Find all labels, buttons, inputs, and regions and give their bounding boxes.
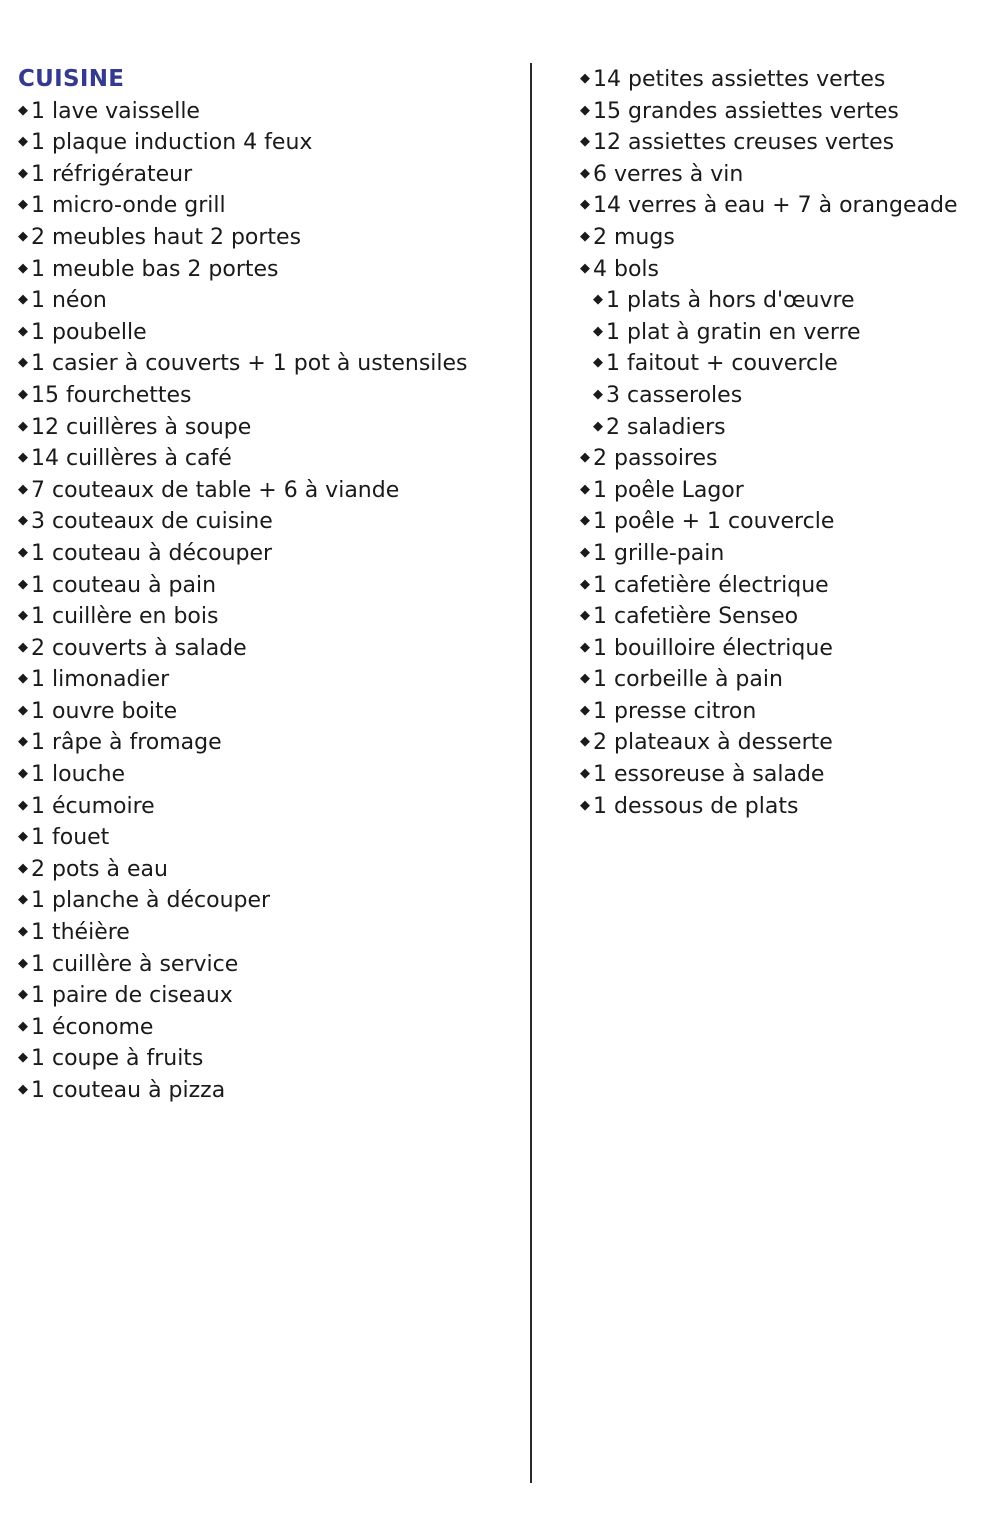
- list-item: [18, 348, 518, 380]
- list-item-text: 2 passoires: [593, 446, 718, 472]
- list-item-text: 6 verres à vin: [593, 161, 744, 187]
- list-item: [18, 949, 518, 981]
- list-item-text: 1 coupe à fruits: [31, 1046, 204, 1072]
- list-item: [580, 791, 980, 823]
- list-item: [580, 412, 980, 444]
- list-item: [18, 222, 518, 254]
- bullet-icon: ◆: [18, 228, 28, 244]
- bullet-icon: ◆: [580, 544, 590, 560]
- bullet-icon: ◆: [580, 71, 590, 86]
- list-item-text: 14 petites assiettes vertes: [593, 67, 886, 92]
- bullet-icon: ◆: [580, 102, 590, 118]
- list-item: [580, 190, 980, 222]
- list-item: [580, 570, 980, 602]
- list-item-text: 1 essoreuse à salade: [593, 762, 825, 788]
- bullet-icon: ◆: [18, 102, 28, 118]
- list-item-text: 1 cafetière électrique: [593, 572, 829, 598]
- list-item-text: 15 grandes assiettes vertes: [593, 98, 899, 124]
- list-item-text: 2 mugs: [593, 224, 675, 250]
- bullet-icon: ◆: [18, 860, 28, 876]
- list-item-text: 1 poêle + 1 couvercle: [593, 509, 835, 535]
- list-item-text: 1 couteau à pain: [31, 572, 217, 598]
- list-item-text: 1 cuillère en bois: [31, 604, 219, 630]
- list-item-text: 2 plateaux à desserte: [593, 730, 833, 756]
- list-item-text: 1 micro-onde grill: [31, 193, 226, 219]
- bullet-icon: ◆: [18, 797, 28, 813]
- list-item-text: 1 casier à couverts + 1 pot à ustensiles: [31, 351, 468, 377]
- left-column-list: [18, 64, 518, 1107]
- bullet-icon: ◆: [18, 829, 28, 845]
- bullet-icon: ◆: [18, 671, 28, 687]
- column-divider: [530, 63, 532, 1483]
- bullet-icon: ◆: [580, 260, 590, 276]
- list-item-text: 2 meubles haut 2 portes: [31, 224, 302, 250]
- list-item-text: 1 plats à hors d'œuvre: [606, 288, 855, 314]
- list-item-text: 1 paire de ciseaux: [31, 983, 233, 1009]
- list-item-text: 4 bols: [593, 256, 659, 282]
- list-item: [580, 348, 980, 380]
- list-item: [580, 633, 980, 665]
- list-item: [580, 254, 980, 286]
- bullet-icon: ◆: [18, 987, 28, 1003]
- bullet-icon: ◆: [18, 260, 28, 276]
- list-item-text: 1 théière: [31, 920, 130, 946]
- list-item-text: 1 limonadier: [31, 667, 170, 693]
- list-item-text: 1 faitout + couvercle: [606, 351, 838, 377]
- list-item: [18, 412, 518, 444]
- bullet-icon: ◆: [580, 513, 590, 529]
- bullet-icon: ◆: [18, 924, 28, 940]
- list-item: [18, 127, 518, 159]
- list-item: [18, 727, 518, 759]
- bullet-icon: ◆: [18, 134, 28, 150]
- list-item-text: 12 assiettes creuses vertes: [593, 130, 895, 156]
- list-item: [580, 159, 980, 191]
- bullet-icon: ◆: [18, 1082, 28, 1097]
- bullet-icon: ◆: [18, 766, 28, 782]
- list-item-text: 1 fouet: [31, 825, 110, 851]
- list-item-text: 1 presse citron: [593, 698, 757, 724]
- bullet-icon: ◆: [18, 576, 28, 592]
- list-item-text: 1 dessous de plats: [593, 793, 799, 819]
- list-item: [18, 696, 518, 728]
- list-item: [580, 443, 980, 475]
- list-item: [580, 538, 980, 570]
- list-item: [18, 1043, 518, 1075]
- list-item-text: 14 cuillères à café: [31, 446, 232, 472]
- bullet-icon: ◆: [580, 734, 590, 750]
- bullet-icon: ◆: [18, 197, 28, 213]
- list-item: [580, 64, 980, 96]
- list-item: [18, 601, 518, 633]
- list-item-text: 1 louche: [31, 762, 126, 788]
- bullet-icon: ◆: [580, 197, 590, 213]
- bullet-icon: ◆: [18, 513, 28, 529]
- bullet-icon: ◆: [18, 355, 28, 371]
- list-item-text: 2 couverts à salade: [31, 635, 247, 661]
- bullet-icon: ◆: [580, 165, 590, 181]
- list-item-text: 1 ouvre boite: [31, 698, 178, 724]
- list-item-text: 1 cuillère à service: [31, 951, 239, 977]
- list-item-text: 12 cuillères à soupe: [31, 414, 252, 440]
- list-item: [580, 759, 980, 791]
- list-item-text: 3 casseroles: [606, 382, 743, 408]
- list-item-text: 3 couteaux de cuisine: [31, 509, 273, 535]
- list-item: [580, 696, 980, 728]
- list-item-text: 1 néon: [31, 288, 107, 314]
- bullet-icon: ◆: [593, 386, 603, 402]
- bullet-icon: ◆: [18, 386, 28, 402]
- bullet-icon: ◆: [580, 576, 590, 592]
- bullet-icon: ◆: [18, 892, 28, 908]
- list-item-text: 1 poêle Lagor: [593, 477, 744, 503]
- list-item-text: 1 écumoire: [31, 793, 155, 819]
- list-item: [580, 127, 980, 159]
- list-item: [18, 791, 518, 823]
- list-item-text: 1 couteau à découper: [31, 540, 273, 566]
- list-item: [18, 506, 518, 538]
- list-item-text: 14 verres à eau + 7 à orangeade: [593, 193, 958, 219]
- list-item-text: 1 bouilloire électrique: [593, 635, 833, 661]
- bullet-icon: ◆: [18, 418, 28, 434]
- list-item: [18, 1012, 518, 1044]
- list-item-text: 1 meuble bas 2 portes: [31, 256, 279, 282]
- list-item: [18, 96, 518, 128]
- list-item-text: 15 fourchettes: [31, 382, 192, 408]
- bullet-icon: ◆: [18, 450, 28, 466]
- list-item-text: 1 plat à gratin en verre: [606, 319, 861, 345]
- list-item: [18, 475, 518, 507]
- bullet-icon: ◆: [18, 955, 28, 971]
- list-item: [18, 633, 518, 665]
- bullet-icon: ◆: [593, 418, 603, 434]
- list-item: [580, 317, 980, 349]
- bullet-icon: ◆: [580, 481, 590, 497]
- bullet-icon: ◆: [593, 292, 603, 308]
- list-item: [18, 285, 518, 317]
- bullet-icon: ◆: [18, 1018, 28, 1034]
- list-item-text: 1 poubelle: [31, 319, 147, 345]
- list-item: [18, 443, 518, 475]
- list-item: [18, 190, 518, 222]
- bullet-icon: ◆: [18, 323, 28, 339]
- bullet-icon: ◆: [18, 292, 28, 308]
- bullet-icon: ◆: [18, 639, 28, 655]
- list-item: [18, 885, 518, 917]
- list-item: [18, 917, 518, 949]
- list-item: [18, 380, 518, 412]
- bullet-icon: ◆: [580, 671, 590, 687]
- bullet-icon: ◆: [18, 544, 28, 560]
- bullet-icon: ◆: [580, 450, 590, 466]
- list-item-text: 1 couteau à pizza: [31, 1078, 226, 1103]
- list-item-text: 1 planche à découper: [31, 888, 271, 914]
- list-item-text: 2 saladiers: [606, 414, 726, 440]
- right-column-list: [580, 64, 980, 822]
- bullet-icon: ◆: [580, 134, 590, 150]
- bullet-icon: ◆: [580, 702, 590, 718]
- bullet-icon: ◆: [18, 481, 28, 497]
- list-item: [18, 854, 518, 886]
- list-item-text: 1 plaque induction 4 feux: [31, 130, 313, 156]
- section-heading: CUISINE: [18, 66, 125, 92]
- list-item-text: 1 économe: [31, 1014, 154, 1040]
- bullet-icon: ◆: [18, 165, 28, 181]
- list-item: [580, 601, 980, 633]
- list-item: [18, 980, 518, 1012]
- list-item: [580, 380, 980, 412]
- list-item: [580, 475, 980, 507]
- list-item: [18, 538, 518, 570]
- list-item-text: 1 corbeille à pain: [593, 667, 783, 693]
- list-item: [18, 570, 518, 602]
- list-item: [18, 822, 518, 854]
- list-item-text: 1 réfrigérateur: [31, 161, 193, 187]
- list-item: [18, 759, 518, 791]
- list-item-text: 1 cafetière Senseo: [593, 604, 799, 630]
- bullet-icon: ◆: [593, 355, 603, 371]
- list-item: [580, 96, 980, 128]
- list-item: [580, 506, 980, 538]
- list-item: [580, 727, 980, 759]
- list-item: [18, 254, 518, 286]
- list-item-text: 7 couteaux de table + 6 à viande: [31, 477, 400, 503]
- list-item: [18, 159, 518, 191]
- list-item-text: 1 lave vaisselle: [31, 98, 200, 124]
- bullet-icon: ◆: [580, 797, 590, 813]
- list-item-text: 2 pots à eau: [31, 856, 168, 882]
- bullet-icon: ◆: [18, 734, 28, 750]
- list-item-text: 1 râpe à fromage: [31, 730, 222, 756]
- list-item-text: 1 grille-pain: [593, 540, 725, 566]
- bullet-icon: ◆: [18, 1050, 28, 1066]
- bullet-icon: ◆: [580, 766, 590, 782]
- list-item: [580, 664, 980, 696]
- list-item: [18, 1075, 518, 1107]
- list-item: [18, 664, 518, 696]
- bullet-icon: ◆: [18, 608, 28, 624]
- bullet-icon: ◆: [593, 323, 603, 339]
- list-item: [18, 317, 518, 349]
- bullet-icon: ◆: [580, 228, 590, 244]
- bullet-icon: ◆: [580, 639, 590, 655]
- bullet-icon: ◆: [580, 608, 590, 624]
- list-item: [580, 222, 980, 254]
- bullet-icon: ◆: [18, 702, 28, 718]
- list-item: [580, 285, 980, 317]
